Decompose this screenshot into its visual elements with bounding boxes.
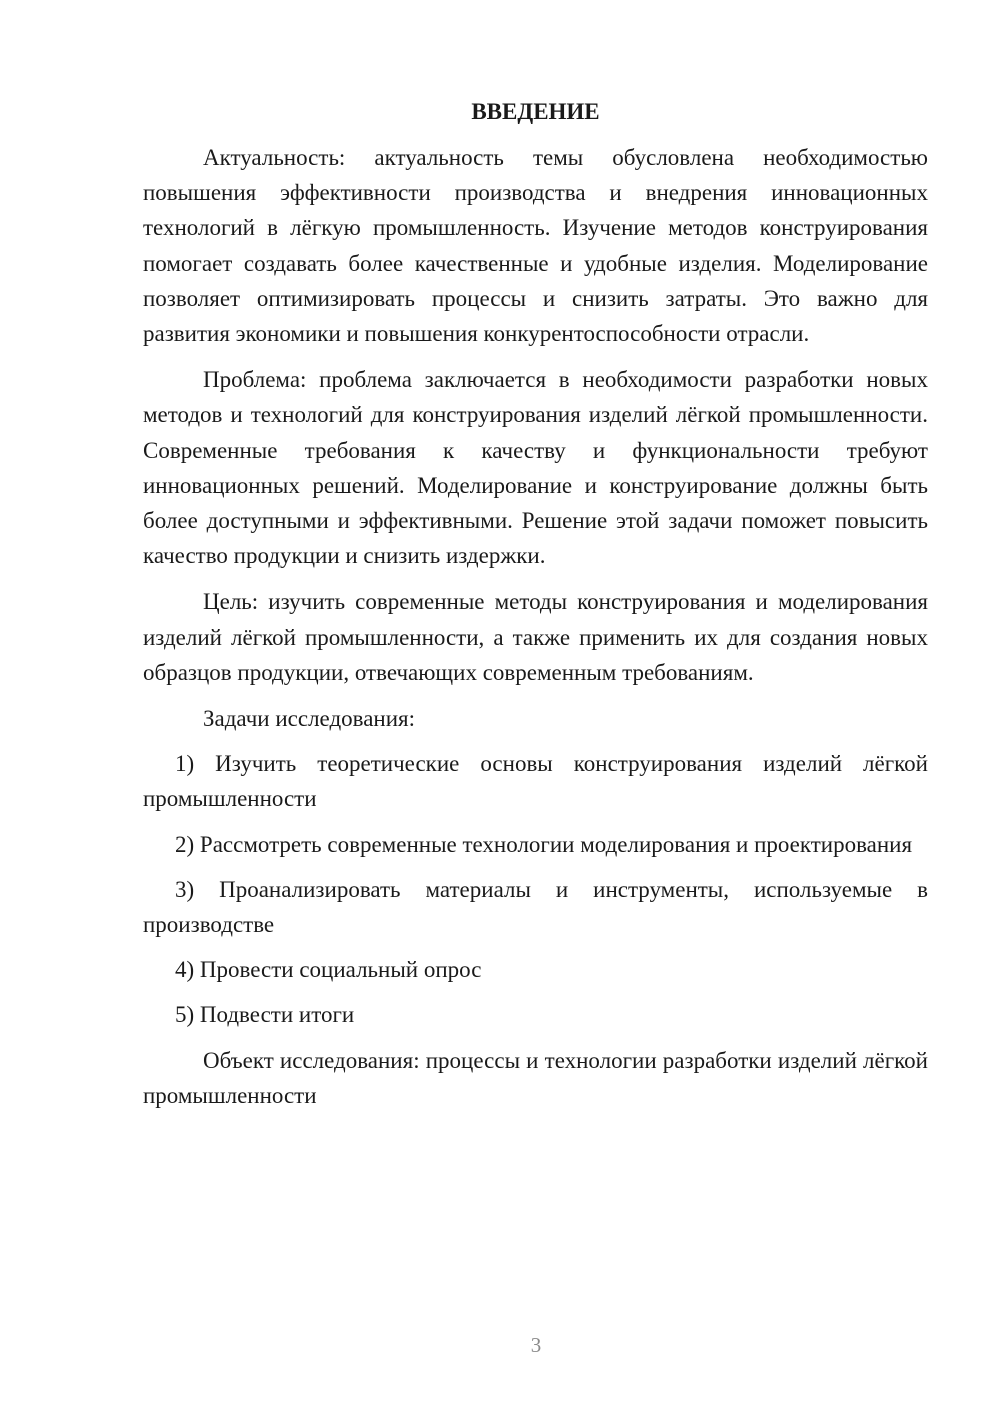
task-item-1: 1) Изучить теоретические основы конструирования изделий лёгкой промышленности (143, 751, 928, 812)
tasks-list (143, 746, 928, 1032)
task-item-3: 3) Проанализировать материалы и инструменты, используемые в производстве (143, 876, 928, 938)
relevance-paragraph: Актуальность: актуальность темы обусловлена необходимостью повышения эффективности производства и внедрения инновационных технологий в лёгкую промышленность. Изучение методов конструирования помогает создавать более качественные и удобные изделия. Моделирование позволяет оптимизировать процессы и снизить затраты. Это важно для развития экономики и повышения конкурентоспособности отрасли. (143, 145, 928, 347)
tasks-heading: Задачи исследования: (203, 706, 416, 732)
task-item-2: 2) Рассмотреть современные технологии моделирования и проектирования (175, 831, 913, 857)
object-paragraph: Объект исследования: процессы и технологии разработки изделий лёгкой промышленности (143, 1047, 928, 1108)
task-item-4: 4) Провести социальный опрос (175, 957, 482, 983)
problem-paragraph: Проблема: проблема заключается в необходимости разработки новых методов и технологий для конструирования изделий лёгкой промышленности. Современные требования к качеству и функциональности требуют инновационных решений. Моделирование и конструирование должны быть более доступными и эффективными. Решение этой задачи поможет повысить качество продукции и снизить издержки. (143, 367, 928, 569)
section-title: ВВЕДЕНИЕ (471, 99, 600, 124)
page-number: 3 (530, 1333, 542, 1357)
task-item-5: 5) Подвести итоги (175, 1002, 355, 1028)
document-page (143, 96, 928, 1113)
goal-paragraph: Цель: изучить современные методы конструирования и моделирования изделий лёгкой промышленности, а также применить их для создания новых образцов продукции, отвечающих современным требованиям. (143, 589, 928, 685)
